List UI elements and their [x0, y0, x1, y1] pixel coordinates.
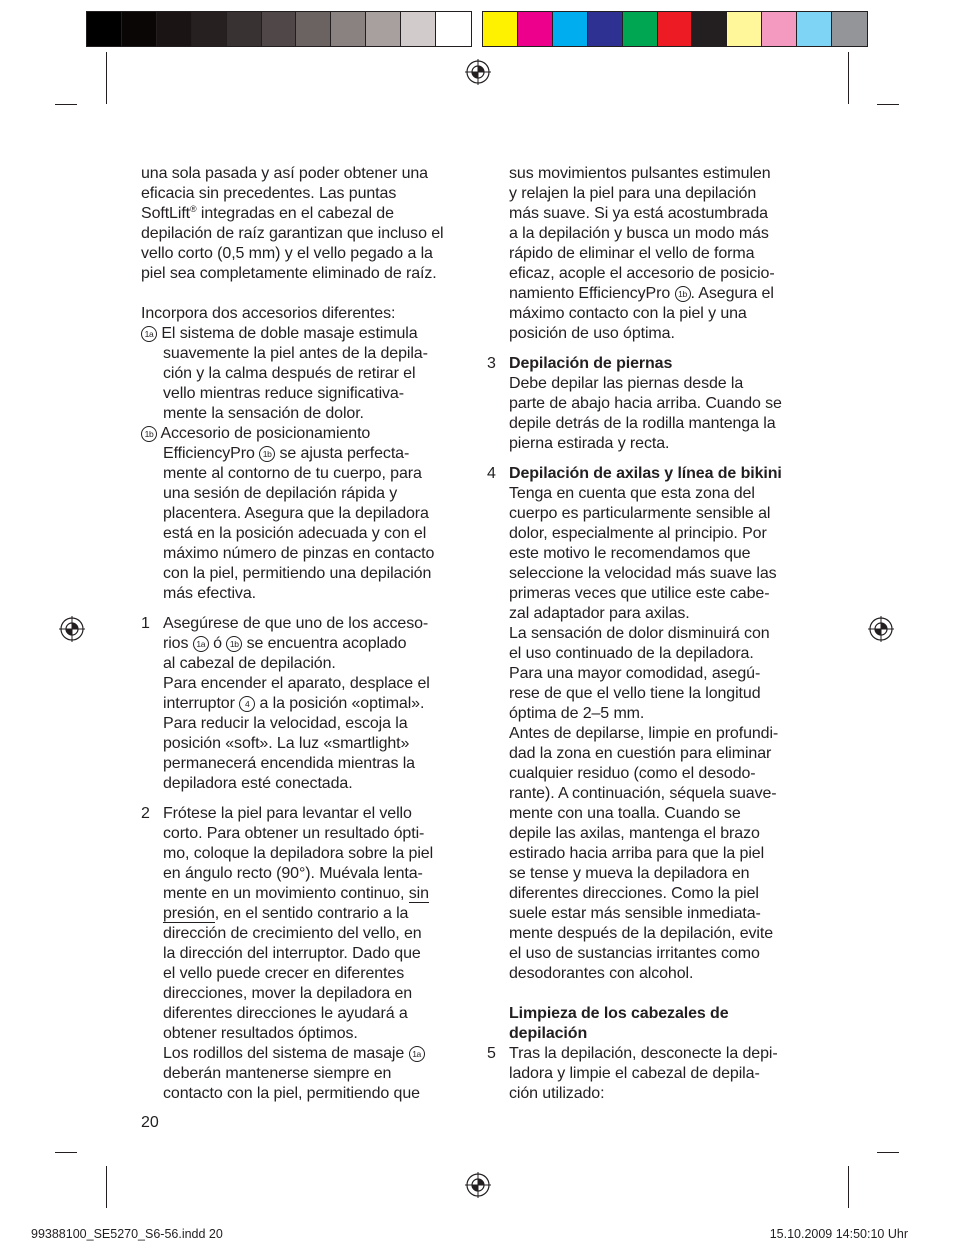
text-line: ción utilizado:	[509, 1085, 605, 1102]
text-line: estirado hacia arriba para que la piel	[509, 845, 765, 862]
color-swatch	[401, 12, 436, 46]
text-line: posición de uso óptima.	[509, 325, 675, 342]
text-line: suavemente la piel antes de la depila-	[163, 345, 428, 362]
text-fragment: a la posición «optimal».	[255, 695, 425, 712]
text-fragment: El sistema de doble masaje estimula	[157, 325, 418, 342]
color-swatch	[192, 12, 227, 46]
text-line: a la depilación y busca un modo más	[509, 225, 769, 242]
crop-mark	[55, 1152, 77, 1153]
text-line: desodorantes con alcohol.	[509, 965, 694, 982]
continued-paragraph	[487, 164, 819, 344]
color-calibration-bar	[482, 11, 868, 47]
text-line: el uso continuado de la depiladora.	[509, 645, 754, 662]
right-column	[487, 164, 819, 1104]
text-line	[163, 634, 481, 654]
text-line: piel sea completamente eliminado de raíz.	[141, 265, 437, 282]
text-line: depiladora esté conectada.	[163, 775, 353, 792]
text-line: óptima de 2–5 mm.	[509, 705, 645, 722]
color-swatch	[87, 12, 122, 46]
text-line: más suave. Si ya está acostumbrada	[509, 205, 768, 222]
text-fragment: ó	[208, 635, 227, 652]
text-line: mo, coloque la depiladora sobre la piel	[163, 845, 434, 862]
text-line: permanecerá encendida mientras la	[163, 755, 415, 772]
text-line: suele estar más sensible inmediata-	[509, 905, 761, 922]
text-line: vello mientras reduce significativa-	[163, 385, 404, 402]
text-line: rápido de eliminar el vello de forma	[509, 245, 755, 262]
symbol-1a-icon: 1a	[141, 326, 157, 342]
color-swatch	[227, 12, 262, 46]
symbol-1a-icon: 1a	[193, 636, 209, 652]
text-line: más efectiva.	[163, 585, 256, 602]
color-swatch	[588, 12, 623, 46]
text-fragment: integradas en el cabezal de	[196, 205, 394, 222]
text-line: vello corto (0,5 mm) y el vello pegado a la	[141, 245, 433, 262]
color-swatch	[436, 12, 471, 46]
crop-mark	[106, 52, 107, 104]
text-line: contacto con la piel, permitiendo que	[163, 1085, 420, 1102]
color-swatch	[157, 12, 192, 46]
text-line: zal adaptador para axilas.	[509, 605, 690, 622]
color-swatch	[692, 12, 727, 46]
text-line: mente al contorno de tu cuerpo, para	[163, 465, 422, 482]
text-line: direcciones, mover la depiladora en	[163, 985, 413, 1002]
step-number: 4	[487, 465, 496, 482]
text-line: Para encender el aparato, desplace el	[163, 675, 430, 692]
text-line: depilación de raíz garantizan que incluso el	[141, 225, 444, 242]
text-line: máximo número de pinzas en contacto	[163, 545, 435, 562]
registration-mark-icon	[59, 616, 85, 642]
symbol-1b-icon: 1b	[141, 426, 157, 442]
color-swatch	[623, 12, 658, 46]
text-fragment: se ajusta perfecta-	[275, 445, 410, 462]
text-line: sus movimientos pulsantes estimulen	[509, 165, 771, 182]
color-swatch	[553, 12, 588, 46]
registration-mark-icon	[868, 616, 894, 642]
text-line	[163, 694, 481, 714]
step-title: Depilación de axilas y línea de bikini	[509, 465, 782, 482]
text-line: deberán mantenerse siempre en	[163, 1065, 392, 1082]
text-line: rante). A continuación, séquela suave-	[509, 785, 777, 802]
text-line: ladora y limpie el cabezal de depila-	[509, 1065, 760, 1082]
text-fragment: , en el sentido contrario a la	[214, 905, 409, 922]
text-fragment: . Asegura el	[690, 285, 774, 302]
symbol-1a-icon: 1a	[409, 1046, 425, 1062]
text-line: Para una mayor comodidad, asegú-	[509, 665, 761, 682]
underlined-text: presión	[163, 905, 215, 922]
color-swatch	[832, 12, 867, 46]
color-swatch	[122, 12, 157, 46]
text-line: cualquier residuo (como el desodo-	[509, 765, 756, 782]
color-swatch	[762, 12, 797, 46]
underlined-text: sin	[408, 885, 429, 902]
text-line: Frótese la piel para levantar el vello	[163, 805, 412, 822]
text-line: al cabezal de depilación.	[163, 655, 336, 672]
text-line	[141, 424, 481, 444]
text-line: máximo contacto con la piel y una	[509, 305, 747, 322]
text-line: el vello puede crecer en diferentes	[163, 965, 405, 982]
color-swatch	[518, 12, 553, 46]
text-line: dirección de crecimiento del vello, en	[163, 925, 422, 942]
text-line: ción y la calma después de retirar el	[163, 365, 416, 382]
text-fragment: EfficiencyPro	[163, 445, 260, 462]
text-line: seleccione la velocidad más suave las	[509, 565, 777, 582]
crop-mark	[877, 1152, 899, 1153]
text-line: el uso de sustancias irritantes como	[509, 945, 760, 962]
step-number: 3	[487, 355, 496, 372]
cleaning-heading	[487, 1004, 819, 1044]
text-fragment: Accesorio de posicionamiento	[157, 425, 371, 442]
text-line: Debe depilar las piernas desde la	[509, 375, 744, 392]
crop-mark	[848, 1166, 849, 1208]
section-heading: depilación	[509, 1025, 588, 1042]
text-fragment: rios	[163, 635, 193, 652]
text-line: rese de que el vello tiene la longitud	[509, 685, 761, 702]
symbol-1b-icon: 1b	[226, 636, 242, 652]
color-swatch	[366, 12, 401, 46]
grayscale-calibration-bar	[86, 11, 472, 47]
step-5	[487, 1044, 819, 1104]
text-line: depile detrás de la rodilla mantenga la	[509, 415, 776, 432]
registration-mark-icon	[465, 1172, 491, 1198]
page-number: 20	[141, 1114, 159, 1131]
text-fragment: namiento EfficiencyPro	[509, 285, 675, 302]
step-number: 1	[141, 615, 150, 632]
crop-mark	[106, 1166, 107, 1208]
text-line: mente con una toalla. Cuando se	[509, 805, 741, 822]
accessory-1a	[141, 324, 481, 424]
text-line: Tras la depilación, desconecte la depi-	[509, 1045, 778, 1062]
color-swatch	[797, 12, 832, 46]
color-swatch	[727, 12, 762, 46]
text-line: con la piel, permitiendo una depilación	[163, 565, 432, 582]
text-line: corto. Para obtener un resultado ópti-	[163, 825, 425, 842]
text-line: está en la posición adecuada y con el	[163, 525, 427, 542]
text-line: pierna estirada y recta.	[509, 435, 670, 452]
step-1	[141, 614, 481, 794]
text-line	[141, 444, 481, 464]
text-line: mente después de la depilación, evite	[509, 925, 774, 942]
text-fragment: interruptor	[163, 695, 240, 712]
text-line: y relajen la piel para una depilación	[509, 185, 757, 202]
step-number: 2	[141, 805, 150, 822]
text-line: diferentes direcciones. Como la piel	[509, 885, 759, 902]
softlift-brand: SoftLift	[141, 205, 191, 222]
section-heading: Limpieza de los cabezales de	[509, 1005, 729, 1022]
step-title: Depilación de piernas	[509, 355, 673, 372]
text-line: placentera. Asegura que la depiladora	[163, 505, 429, 522]
text-line: La sensación de dolor disminuirá con	[509, 625, 770, 642]
color-swatch	[296, 12, 331, 46]
accessories-heading: Incorpora dos accesorios diferentes:	[141, 305, 396, 322]
accessory-1b	[141, 424, 481, 604]
text-line	[163, 884, 481, 904]
text-line: Asegúrese de que uno de los acceso-	[163, 615, 429, 632]
text-fragment: Los rodillos del sistema de masaje	[163, 1045, 409, 1062]
text-line: parte de abajo hacia arriba. Cuando se	[509, 395, 782, 412]
crop-mark	[877, 104, 899, 105]
step-4-body	[509, 484, 819, 984]
symbol-1b-icon: 1b	[259, 446, 275, 462]
text-line: eficaz, acople el accesorio de posicio-	[509, 265, 775, 282]
intro-paragraph	[141, 164, 481, 284]
text-line: este motivo le recomendamos que	[509, 545, 751, 562]
text-line: dad la zona en cuestión para eliminar	[509, 745, 772, 762]
text-fragment: mente en un movimiento continuo,	[163, 885, 409, 902]
text-line: mente la sensación de dolor.	[163, 405, 364, 422]
text-line: Tenga en cuenta que esta zona del	[509, 485, 755, 502]
text-line: cuerpo es particularmente sensible al	[509, 505, 771, 522]
crop-mark	[55, 104, 77, 105]
color-swatch	[331, 12, 366, 46]
text-line: depile las axilas, mantenga el brazo	[509, 825, 760, 842]
text-line: una sola pasada y así poder obtener una	[141, 165, 428, 182]
text-line: diferentes direcciones le ayudará a	[163, 1005, 408, 1022]
text-line: posición «soft». La luz «smartlight»	[163, 735, 410, 752]
left-column	[141, 164, 481, 1104]
text-line: la dirección del interruptor. Dado que	[163, 945, 421, 962]
color-swatch	[483, 12, 518, 46]
registered-mark: ®	[190, 204, 197, 214]
text-line: en ángulo recto (90°). Muévala lenta-	[163, 865, 423, 882]
text-line	[141, 324, 481, 344]
symbol-1b-icon: 1b	[675, 286, 691, 302]
text-fragment: se encuentra acoplado	[242, 635, 407, 652]
text-line: una sesión de depilación rápida y	[163, 485, 398, 502]
text-line: primeras veces que utilice este cabe-	[509, 585, 770, 602]
color-swatch	[658, 12, 693, 46]
text-line	[163, 904, 481, 924]
step-number: 5	[487, 1045, 496, 1062]
text-line: se tense y mueva la depiladora en	[509, 865, 750, 882]
text-line: Antes de depilarse, limpie en profundi-	[509, 725, 779, 742]
text-line: Para reducir la velocidad, escoja la	[163, 715, 408, 732]
text-line	[141, 204, 481, 224]
step-4	[487, 464, 819, 984]
symbol-4-icon: 4	[239, 696, 255, 712]
footer-timestamp: 15.10.2009 14:50:10 Uhr	[769, 1227, 908, 1241]
text-line	[163, 1044, 481, 1064]
crop-mark	[848, 52, 849, 104]
footer-filename: 99388100_SE5270_S6-56.indd 20	[31, 1227, 223, 1241]
color-swatch	[262, 12, 297, 46]
step-3	[487, 354, 819, 454]
step-2	[141, 804, 481, 1104]
text-line: dolor, especialmente al principio. Por	[509, 525, 767, 542]
text-line: eficacia sin precedentes. Las puntas	[141, 185, 397, 202]
text-line: obtener resultados óptimos.	[163, 1025, 358, 1042]
text-line	[509, 284, 819, 304]
registration-mark-icon	[465, 59, 491, 85]
